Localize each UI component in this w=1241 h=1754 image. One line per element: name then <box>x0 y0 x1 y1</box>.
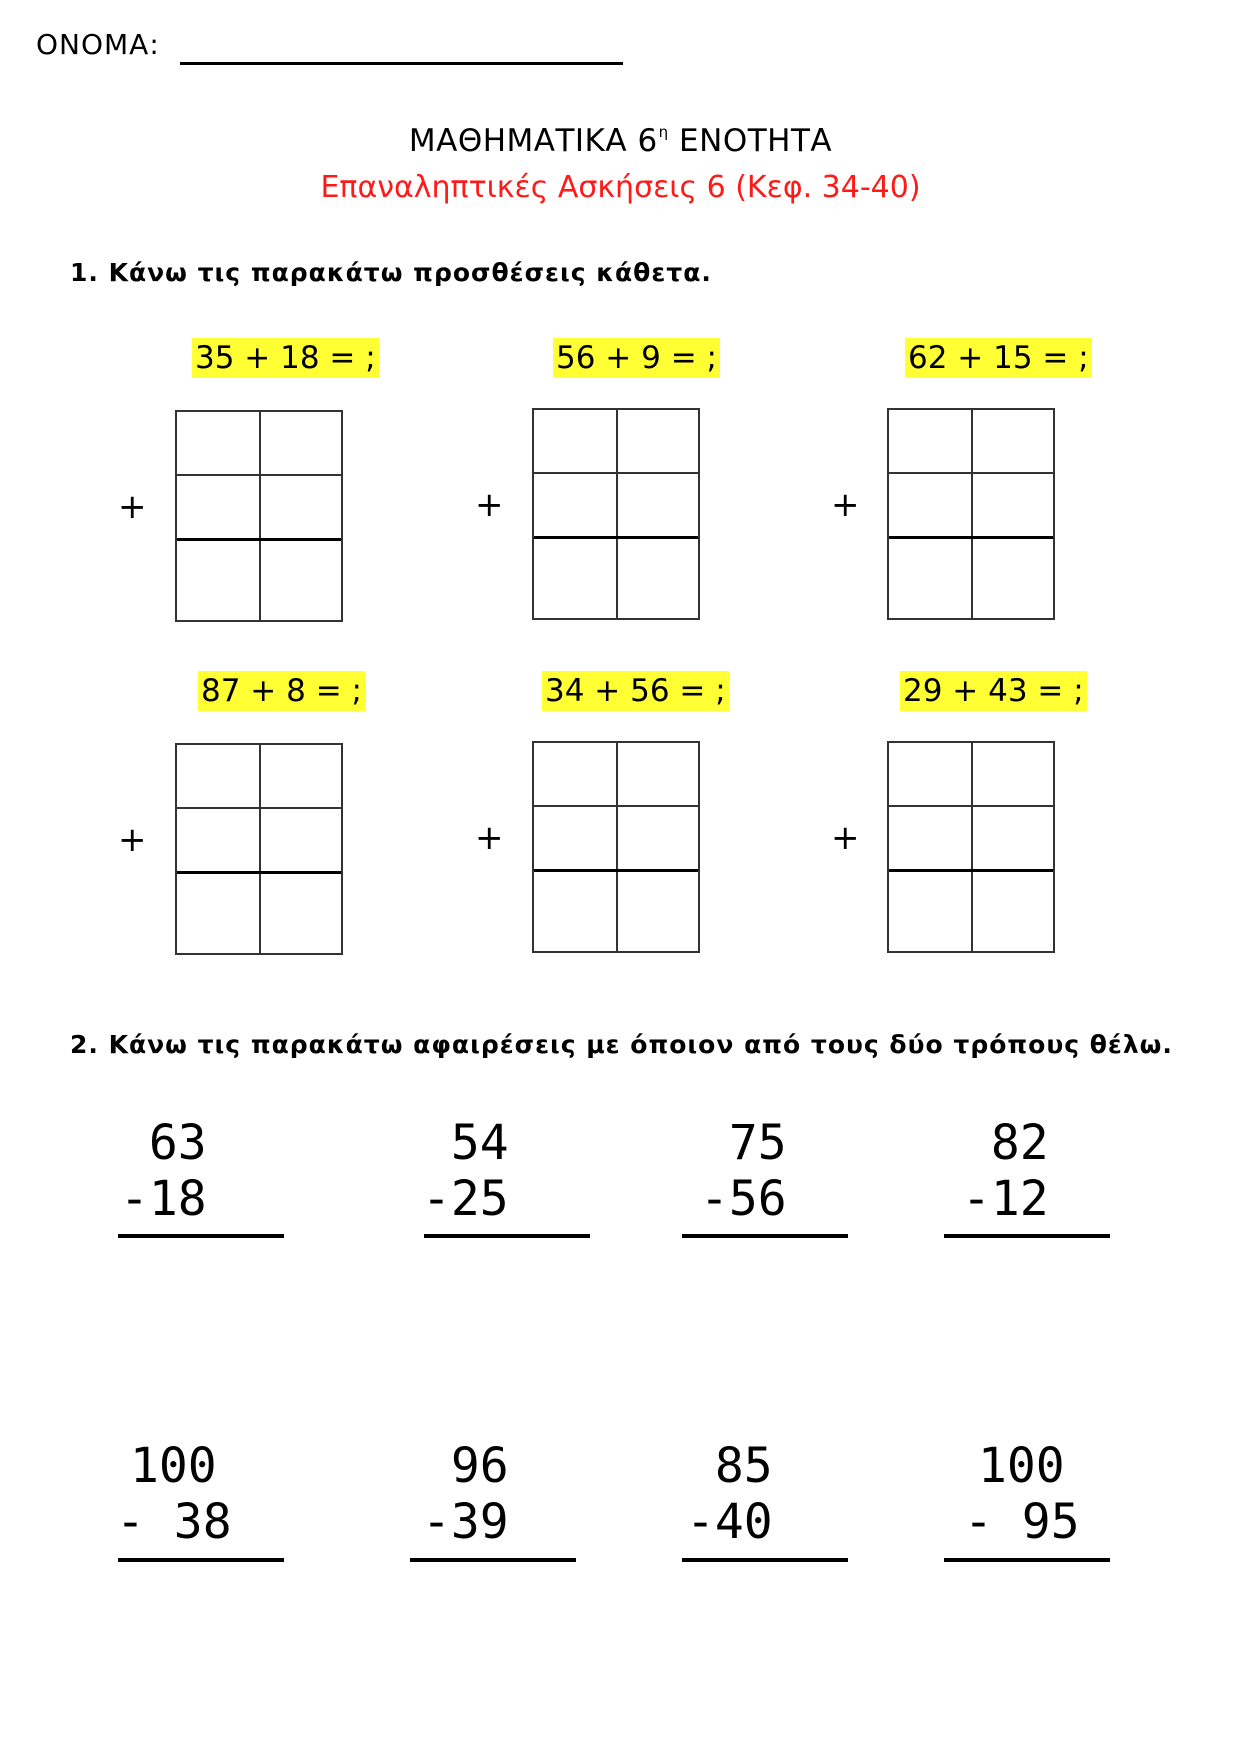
addition-grid[interactable] <box>887 408 1055 620</box>
subtraction-problem <box>120 1115 207 1227</box>
title-text-end: ΕΝΟΤΗΤΑ <box>679 123 833 159</box>
subtraction-problem <box>422 1115 509 1227</box>
addition-problem: 62 + 15 = ; <box>905 338 1092 378</box>
addition-grid[interactable] <box>175 410 343 622</box>
plus-sign: + <box>475 485 504 525</box>
minuend: 63 <box>120 1115 207 1171</box>
plus-sign: + <box>118 487 147 527</box>
addition-problem: 56 + 9 = ; <box>553 338 720 378</box>
plus-sign: + <box>831 818 860 858</box>
plus-sign: + <box>118 820 147 860</box>
subtraction-problem <box>686 1438 773 1550</box>
minuend: 100 <box>130 1438 217 1494</box>
addition-grid[interactable] <box>175 743 343 955</box>
name-label: ΟΝΟΜΑ: <box>36 28 160 61</box>
plus-sign: + <box>475 818 504 858</box>
subtrahend: -56 <box>700 1171 787 1227</box>
addition-problem: 35 + 18 = ; <box>192 338 379 378</box>
addition-grid[interactable] <box>532 408 700 620</box>
exercise1-instruction: 1. Κάνω τις παρακάτω προσθέσεις κάθετα. <box>70 258 712 287</box>
subtraction-problem <box>964 1438 1080 1550</box>
subtraction-problem <box>962 1115 1049 1227</box>
subtrahend: -18 <box>120 1171 207 1227</box>
title-text: ΜΑΘΗΜΑΤΙΚΑ 6 <box>408 123 658 159</box>
exercise2-instruction: 2. Κάνω τις παρακάτω αφαιρέσεις με όποιον από τους δύο τρόπους θέλω. <box>70 1030 1173 1059</box>
minuend: 75 <box>700 1115 787 1171</box>
addition-grid[interactable] <box>887 741 1055 953</box>
answer-line <box>424 1234 590 1238</box>
addition-problem: 29 + 43 = ; <box>900 671 1087 711</box>
page-subtitle: Επαναληπτικές Ασκήσεις 6 (Κεφ. 34-40) <box>320 170 921 205</box>
title-superscript: η <box>658 123 669 141</box>
subtrahend: -12 <box>962 1171 1049 1227</box>
minuend: 54 <box>422 1115 509 1171</box>
answer-line <box>944 1558 1110 1562</box>
answer-line <box>410 1558 576 1562</box>
name-field[interactable] <box>180 62 623 65</box>
addition-grid[interactable] <box>532 741 700 953</box>
subtrahend: - 95 <box>964 1494 1080 1550</box>
minuend: 85 <box>686 1438 773 1494</box>
answer-line <box>682 1558 848 1562</box>
answer-line <box>118 1234 284 1238</box>
minuend: 100 <box>978 1438 1065 1494</box>
subtrahend: -25 <box>422 1171 509 1227</box>
answer-line <box>944 1234 1110 1238</box>
subtraction-problem <box>422 1438 509 1550</box>
addition-problem: 87 + 8 = ; <box>198 671 365 711</box>
minuend: 96 <box>422 1438 509 1494</box>
subtraction-problem <box>700 1115 787 1227</box>
addition-problem: 34 + 56 = ; <box>542 671 729 711</box>
answer-line <box>682 1234 848 1238</box>
plus-sign: + <box>831 485 860 525</box>
page-title <box>0 123 1241 159</box>
subtraction-problem <box>116 1438 232 1550</box>
subtrahend: -40 <box>686 1494 773 1550</box>
minuend: 82 <box>962 1115 1049 1171</box>
answer-line <box>118 1558 284 1562</box>
subtrahend: - 38 <box>116 1494 232 1550</box>
subtrahend: -39 <box>422 1494 509 1550</box>
